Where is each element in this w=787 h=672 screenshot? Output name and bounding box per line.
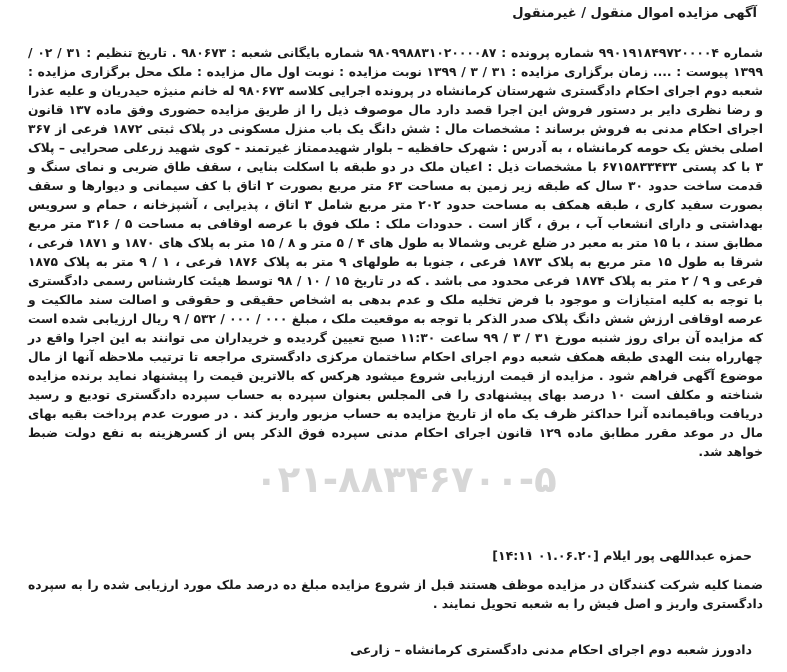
auction-notice-body: شماره ۹۹۰۱۹۱۸۴۹۷۲۰۰۰۰۴ شماره پرونده : ۹۸۰۹۹۸۸۳۱۰۲۰۰۰۰۸۷ شماره بایگانی شعبه : ۹۸۰۶۷۳ . تاریخ تنظیم : ۳۱ / ۰۲ / ۱۳۹۹ پیوست : .... زمان برگزاری مزایده : ۳۱ / ۳ / ۱۳۹۹ نوبت مزایده : نوبت اول مال مزایده : ملک محل برگزاری مزایده : شعبه دوم اجرای احکام دادگستری شهرستان کرمانشاه در پرونده اجرایی کلاسه ۹۸۰۶۷۳ له خانم منیژه حیدریان و علیه عذرا و رضا نظری دایر بر دستور فروش این اجرا قصد دارد مال موصوف ذیل را از طریق مزایده حضوری وفق ماده ۱۳۷ قانون اجرای احکام مدنی به فروش برساند : مشخصات مال : شش دانگ یک باب منزل مسکونی در پلاک ثبتی ۱۸۷۲ فرعی از ۳۶۷ اصلی بخش یک حومه کرمانشاه ، به آدرس : شهرک حافظیه – بلوار شهیدممتاز غیرتمند - کوی شهید زرعلی صحرایی – پلاک ۳ با کد پستی ۶۷۱۵۸۳۳۴۳۳ با مشخصات ذیل : اعیان ملک در دو طبقه با اسکلت بنایی ، سقف طاق ضربی و نمای سنگ و قدمت ساخت حدود ۳۰ سال که طبقه زیر زمین به مساحت ۶۳ متر مربع بصورت ۲ اتاق با کف سیمانی و دیوارها و سقف بصورت سفید کاری ، طبقه همکف به مساحت حدود ۲۰۲ متر مربع شامل ۳ اتاق ، پذیرایی ، آشپزخانه ، حمام و سرویس بهداشتی و دارای انشعاب آب ، برق ، گاز است . حدودات ملک : ملک فوق با عرصه اوقافی به مساحت ۵ / ۳۱۶ متر مربع مطابق سند ، با ۱۵ متر به معبر در ضلع غربی وشمالا به طول های ۴ / ۵ متر و ۸ / ۱۵ متر به پلاک های ۱۸۷۰ و ۱۸۷۱ فرعی ، شرقا به طول ۱۵ متر مربع به پلاک ۱۸۷۳ فرعی ، جنوبا به طولهای ۹ متر به پلاک ۱۸۷۶ فرعی ، ۱ / ۹ متر به پلاک ۱۸۷۵ فرعی و ۹ / ۲ متر به پلاک ۱۸۷۴ فرعی محدود می باشد . که در تاریخ ۱۵ / ۱۰ / ۹۸ توسط هیئت کارشناس رسمی دادگستری با توجه به کلیه امتیازات و موجود با فرض تخلیه ملک و عدم بدهی به اشخاص حقیقی و حقوقی و اصالت سند مالکیت و عرصه اوقافی ارزش شش دانگ پلاک صدر الذکر با توجه به موقعیت ملک ، مبلغ ۰۰۰ / ۰۰۰ / ۵۳۲ / ۹ ریال ارزیابی شده است که مزایده آن برای روز شنبه مورخ ۳۱ / ۳ / ۹۹ ساعت ۱۱:۳۰ صبح تعیین گردیده و خریداران می توانند به این اجرا واقع در چهارراه بنت الهدی طبقه همکف شعبه دوم اجرای احکام ساختمان مرکزی دادگستری مراجعه تا ترتیب ملاحظه آنها از مال موضوع آگهی فراهم شود . مزایده از قیمت ارزیابی شروع میشود هرکس که بالاترین قیمت را پیشنهاد نماید برنده مزایده شناخته و مکلف است ۱۰ درصد بهای پیشنهادی را فی المجلس بعنوان سپرده به حساب سپرده دادگستری تودیع و رسید دریافت وباقیمانده آنرا حداکثر ظرف یک ماه از تاریخ مزایده به حساب مزبور واریز کند . در صورت عدم پرداخت بقیه بهای مال در موعد مقرر مطابق ماده ۱۲۹ قانون اجرای احکام مدنی سپرده فوق الذکر پس از کسرهزینه به نفع دولت ضبط خواهد شد.	[28, 46, 764, 459]
signer-line: حمزه عبداللهی پور ایلام [۰۱.۰۶.۲۰ ۱۴:۱۱]	[492, 548, 752, 563]
bailiff-footer: دادورز شعبه دوم اجرای احکام مدنی دادگستری کرمانشاه – زارعی	[350, 642, 752, 657]
participant-note: ضمنا کلیه شرکت کنندگان در مزایده موظف هستند قبل از شروع مزایده مبلغ ده درصد ملک مورد ارزیابی شده را به سپرده دادگستری واریز و اصل فیش را به شعبه تحویل نمایند .	[28, 578, 763, 611]
document-title: آگهی مزایده اموال منقول / غیرمنقول	[512, 6, 757, 21]
phone-watermark: ۰۲۱-۸۸۳۴۶۷۰۰-۵	[255, 458, 557, 501]
